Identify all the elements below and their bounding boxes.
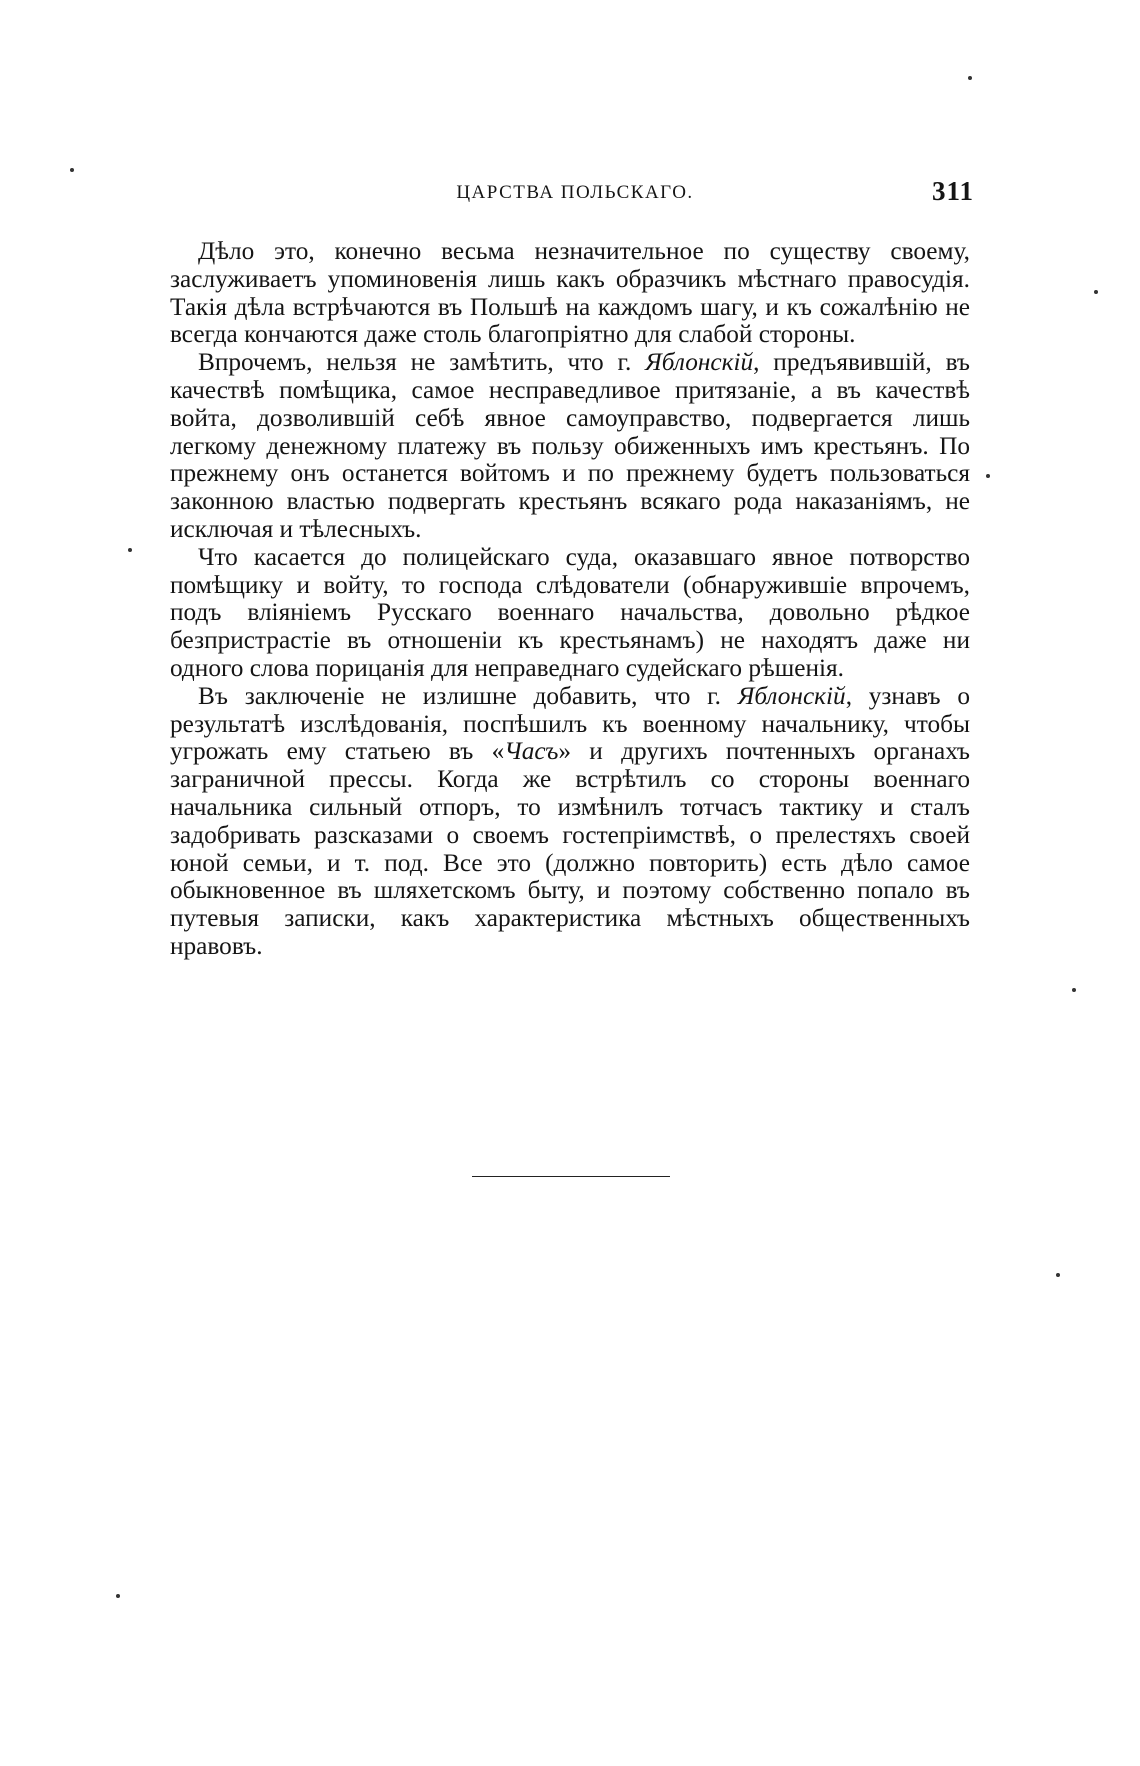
end-rule	[472, 1176, 670, 1177]
running-title: ЦАРСТВА ПОЛЬСКАГО.	[456, 182, 694, 203]
page-number: 311	[931, 176, 974, 206]
paragraph-2	[170, 349, 970, 544]
text-segment: , предъявившій, въ качествѣ помѣщика, самое несправедливое притязаніе, а въ качествѣ войта, дозволившій себѣ явное самоуправство, подвергается лишь легкому денежному платежу въ пользу обиженныхъ имъ крестьянъ. По прежнему онъ останется войтомъ и по прежнему будетъ пользоваться законною властью подвергать крестьянъ всякаго рода наказаніямъ, не исключая и тѣлесныхъ.	[170, 348, 970, 543]
scan-speck	[116, 1594, 120, 1598]
scan-speck	[1056, 1273, 1060, 1277]
scan-speck	[70, 168, 74, 172]
text-segment: Впрочемъ, нельзя не замѣтить, что г.	[198, 348, 646, 377]
text-segment: Дѣло это, конечно весьма незначительное по существу своему, заслуживаетъ упоминовенія лишь какъ образчикъ мѣстнаго правосудія. Такія дѣла встрѣчаются въ Польшѣ на каждомъ шагу, и къ сожалѣнію не всегда кончаются даже столь благопріятно для слабой стороны.	[170, 237, 970, 349]
scan-speck	[1094, 290, 1098, 294]
scan-speck	[1072, 988, 1076, 992]
italic-name: Яблонскій	[737, 681, 846, 710]
scan-speck	[986, 474, 990, 478]
scan-speck	[128, 548, 132, 552]
scan-speck	[968, 76, 972, 80]
text-segment: » и другихъ почтенныхъ органахъ заграничной прессы. Когда же встрѣтилъ со стороны военнаго начальника сильный отпоръ, то измѣнилъ тотчасъ тактику и сталъ задобривать разсказами о своемъ гостепріимствѣ, о прелестяхъ своей юной семьи, и т. под. Все это (должно повторить) есть дѣло самое обыкновенное въ шляхетскомъ быту, и поэтому собственно попало въ путевыя записки, какъ характеристика мѣстныхъ общественныхъ нравовъ.	[170, 737, 970, 960]
paragraph-1	[170, 238, 970, 349]
running-head	[170, 176, 980, 216]
text-segment: Въ заключеніе не излишне добавить, что г.	[198, 681, 738, 710]
italic-title: Часъ	[504, 737, 559, 766]
text-segment: Что касается до полицейскаго суда, оказавшаго явное потворство помѣщику и войту, то господа слѣдователи (обнаружившіе впрочемъ, подъ вліяніемъ Русскаго военнаго начальства, довольно рѣдкое безпристрастіе въ отношеніи къ крестьянамъ) не находятъ даже ни одного слова порицанія для неправеднаго судейскаго рѣшенія.	[170, 542, 970, 682]
paragraph-3	[170, 544, 970, 683]
paragraph-4	[170, 683, 970, 961]
italic-name: Яблонскій	[645, 348, 754, 377]
body-text	[170, 238, 970, 961]
text-segment: , узнавъ о результатѣ изслѣдованія, поспѣшилъ къ военному начальнику, чтобы угрожать ему статьею въ «	[170, 681, 970, 766]
